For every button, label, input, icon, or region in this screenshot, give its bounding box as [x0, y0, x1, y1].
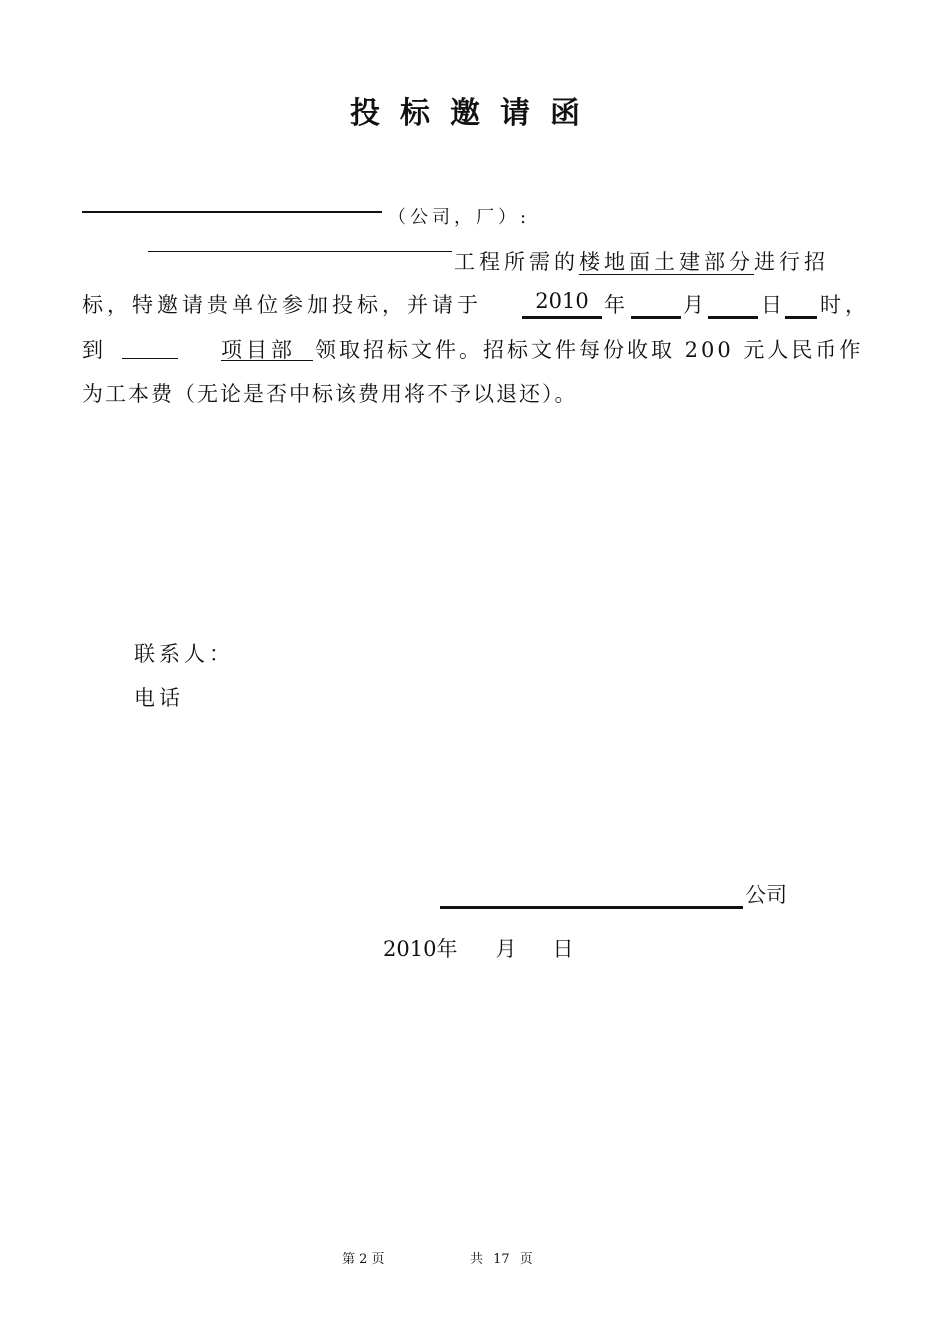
hour-blank[interactable]	[785, 316, 817, 319]
to-label: 到	[82, 338, 107, 362]
para-line-1-tail: 进行招	[754, 250, 829, 274]
day-blank[interactable]	[708, 316, 758, 319]
addressee-suffix: （公司，厂）:	[388, 207, 531, 228]
addressee-blank[interactable]	[82, 211, 382, 213]
date-month-label: 月	[495, 937, 517, 961]
project-name-blank[interactable]	[148, 251, 452, 252]
para-line-3: 领取招标文件。招标文件每份收取 200 元人民币作	[315, 338, 864, 362]
company-label: 公司	[745, 883, 787, 907]
para-line-2	[82, 289, 482, 319]
day-label: 日	[761, 293, 786, 317]
footer-total-pages: 共 17 页	[470, 1252, 533, 1267]
year-value: 2010	[535, 289, 589, 313]
month-label: 月	[683, 293, 708, 317]
para-line-1-text: 工程所需的	[454, 250, 579, 274]
date-year: 2010	[383, 937, 437, 961]
contact-person-label: 联系人：	[134, 642, 234, 666]
para-line-4: 为工本费（无论是否中标该费用将不予以退还）。	[82, 382, 578, 406]
footer-page-number: 第 2 页	[342, 1252, 385, 1267]
signature-date	[383, 933, 573, 963]
para-line-1	[454, 246, 829, 276]
contact-phone-label: 电话	[134, 686, 184, 710]
hour-label: 时，	[820, 293, 870, 317]
location-blank[interactable]	[122, 358, 178, 359]
company-signature-blank[interactable]	[440, 906, 743, 909]
page-title: 投标邀请函	[350, 96, 600, 131]
place-value: 项目部	[221, 338, 296, 362]
year-field[interactable]	[522, 289, 602, 319]
para-line-2-text: 标，特邀请贵单位参加投标，并请于	[82, 293, 482, 317]
project-scope: 楼地面土建部分	[579, 250, 754, 274]
place-field	[221, 334, 313, 361]
month-blank[interactable]	[631, 316, 681, 319]
date-day-label: 日	[552, 937, 574, 961]
date-year-label: 年	[436, 937, 458, 961]
year-label: 年	[604, 293, 629, 317]
